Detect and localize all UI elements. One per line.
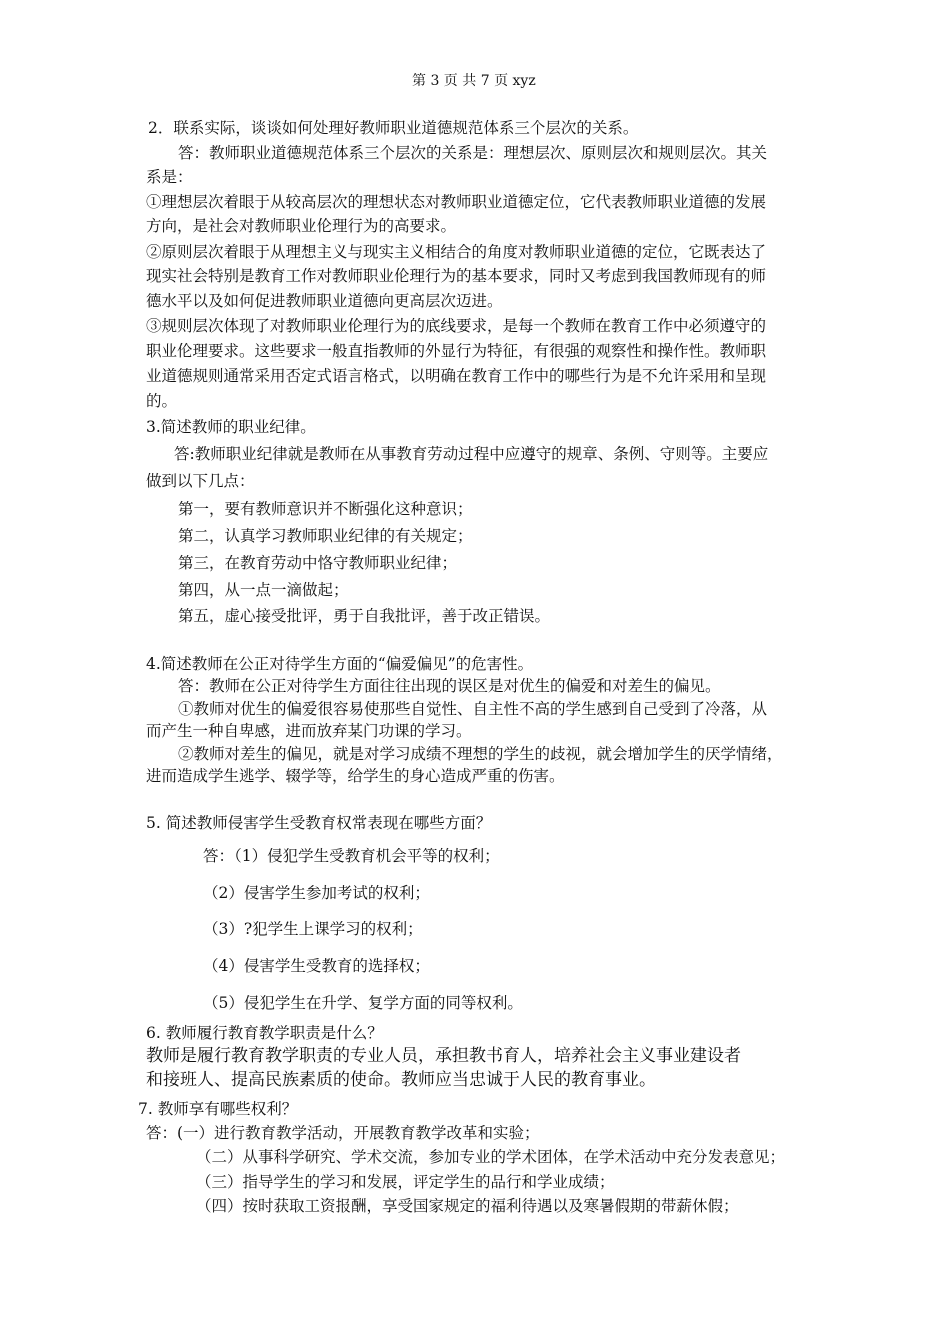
question-2-answer-line: 答：教师职业道德规范体系三个层次的关系是：理想层次、原则层次和规则层次。其关 [178, 144, 768, 162]
question-2-point-2: ②原则层次着眼于从理想主义与现实主义相结合的角度对教师职业道德的定位，它既表达了 [146, 243, 767, 261]
question-3-answer-line: 做到以下几点： [146, 472, 255, 490]
question-4-point-1: 而产生一种自卑感，进而放弃某门功课的学习。 [146, 722, 472, 740]
question-2-point-1: ①理想层次着眼于从较高层次的理想状态对教师职业道德定位，它代表教师职业道德的发展 [146, 193, 767, 211]
question-7-item: 答：(一）进行教育教学活动，开展教育教学改革和实验； [146, 1124, 540, 1142]
question-7-title: 7. 教师享有哪些权利？ [138, 1100, 298, 1118]
question-4-title: 4.简述教师在公正对待学生方面的“偏爱偏见”的危害性。 [146, 655, 534, 673]
question-2-point-3: 职业伦理要求。这些要求一般直指教师的外显行为特征，有很强的观察性和操作性。教师职 [146, 342, 767, 360]
question-5-item: 答：（1）侵犯学生受教育机会平等的权利； [203, 847, 500, 865]
question-2-point-2: 德水平以及如何促进教师职业道德向更高层次迈进。 [146, 292, 503, 310]
question-3-item: 第四，从一点一滴做起； [178, 581, 349, 599]
question-2-title: 2．联系实际，谈谈如何处理好教师职业道德规范体系三个层次的关系。 [148, 119, 639, 137]
question-5-title: 5. 简述教师侵害学生受教育权常表现在哪些方面？ [146, 814, 492, 832]
question-7-item: （三）指导学生的学习和发展，评定学生的品行和学业成绩； [196, 1173, 615, 1191]
question-3-item: 第五，虚心接受批评，勇于自我批评，善于改正错误。 [178, 607, 551, 625]
question-4-point-2: 进而造成学生逃学、辍学等，给学生的身心造成严重的伤害。 [146, 767, 565, 785]
question-4-point-2: ②教师对差生的偏见，就是对学习成绩不理想的学生的歧视，就会增加学生的厌学情绪， [178, 745, 783, 763]
question-2-point-1: 方向，是社会对教师职业伦理行为的高要求。 [146, 217, 457, 235]
question-6-answer-line: 和接班人、提高民族素质的使命。教师应当忠诚于人民的教育事业。 [146, 1070, 656, 1090]
question-5-item: （4）侵害学生受教育的选择权； [203, 957, 430, 975]
question-7-item: （四）按时获取工资报酬，享受国家规定的福利待遇以及寒暑假期的带薪休假； [196, 1197, 739, 1215]
question-2-point-3: ③规则层次体现了对教师职业伦理行为的底线要求，是每一个教师在教育工作中必须遵守的 [146, 317, 767, 335]
question-2-answer-line: 系是： [146, 168, 193, 186]
question-4-answer: 答：教师在公正对待学生方面往往出现的误区是对优生的偏爱和对差生的偏见。 [178, 677, 721, 695]
question-2-point-2: 现实社会特别是教育工作对教师职业伦理行为的基本要求，同时又考虑到我国教师现有的师 [146, 267, 767, 285]
question-3-item: 第一，要有教师意识并不断强化这种意识； [178, 500, 473, 518]
question-6-title: 6. 教师履行教育教学职责是什么？ [146, 1024, 383, 1042]
question-3-answer-line: 答:教师职业纪律就是教师在从事教育劳动过程中应遵守的规章、条例、守则等。主要应 [174, 445, 769, 463]
question-5-item: （3）?犯学生上课学习的权利； [203, 920, 423, 938]
question-4-point-1: ①教师对优生的偏爱很容易使那些自觉性、自主性不高的学生感到自己受到了冷落，从 [178, 700, 768, 718]
question-3-item: 第三，在教育劳动中恪守教师职业纪律； [178, 554, 458, 572]
page-header: 第 3 页 共 7 页 xyz [412, 73, 536, 89]
question-5-item: （5）侵犯学生在升学、复学方面的同等权利。 [203, 994, 523, 1012]
question-3-title: 3.简述教师的职业纪律。 [146, 418, 316, 436]
question-2-point-3: 业道德规则通常采用否定式语言格式，以明确在教育工作中的哪些行为是不允许采用和呈现 [146, 367, 767, 385]
question-3-item: 第二，认真学习教师职业纪律的有关规定； [178, 527, 473, 545]
question-2-point-3: 的。 [146, 392, 178, 410]
question-7-item: （二）从事科学研究、学术交流，参加专业的学术团体，在学术活动中充分发表意见； [196, 1148, 786, 1166]
question-6-answer-line: 教师是履行教育教学职责的专业人员，承担教书育人，培养社会主义事业建设者 [146, 1046, 741, 1066]
question-5-item: （2）侵害学生参加考试的权利； [203, 884, 430, 902]
